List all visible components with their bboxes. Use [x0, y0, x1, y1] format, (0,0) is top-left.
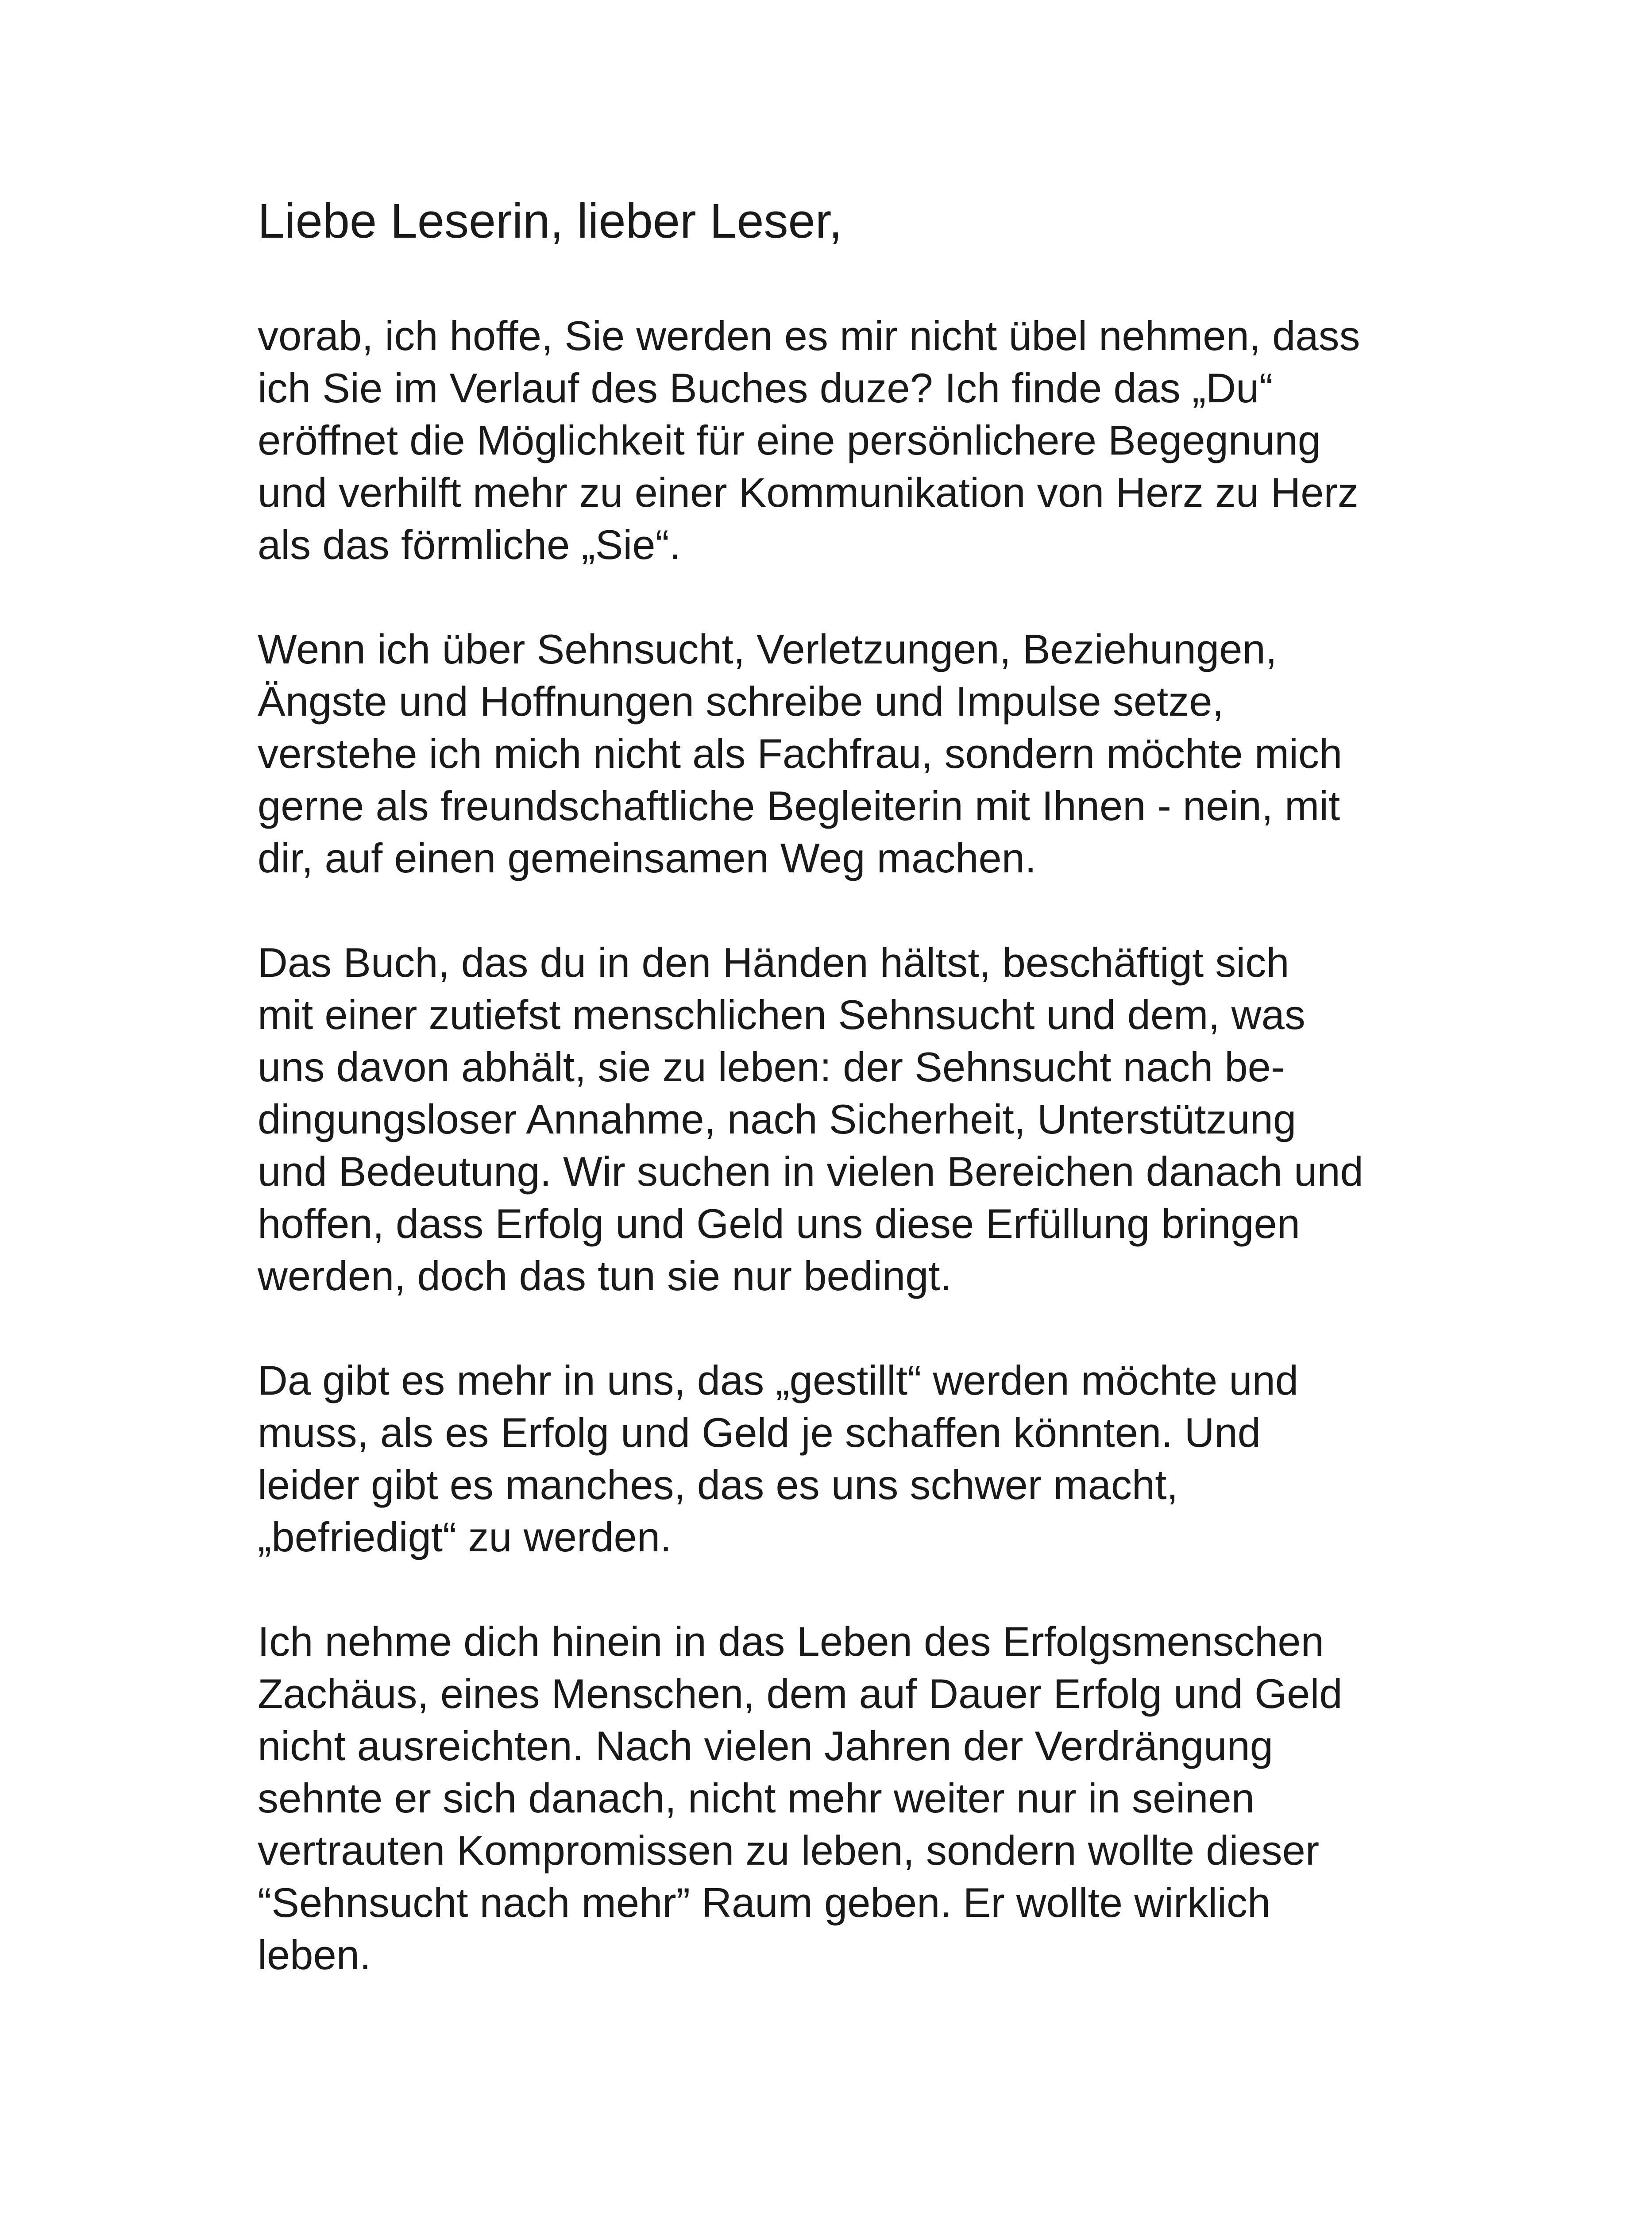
text-line: und verhilft mehr zu einer Kommunikation von Herz zu Herz [258, 469, 1359, 516]
salutation-heading: Liebe Leserin, lieber Leser, [258, 194, 842, 248]
paragraph-5 [258, 1615, 1453, 1981]
text-line: nicht ausreichten. Nach vielen Jahren der Verdrängung [258, 1723, 1274, 1769]
text-line: als das förmliche „Sie“. [258, 521, 681, 568]
text-line: dir, auf einen gemeinsamen Weg machen. [258, 835, 1037, 881]
text-line: Zachäus, eines Menschen, dem auf Dauer Erfolg und Geld [258, 1670, 1343, 1717]
text-line: „befriedigt“ zu werden. [258, 1514, 672, 1560]
paragraph-4 [258, 1354, 1453, 1563]
text-line: Da gibt es mehr in uns, das „gestillt“ werden möchte und [258, 1357, 1299, 1403]
text-line: Ich nehme dich hinein in das Leben des Erfolgsmenschen [258, 1618, 1324, 1665]
text-line: ich Sie im Verlauf des Buches duze? Ich finde das „Du“ [258, 365, 1273, 411]
text-line: hoffen, dass Erfolg und Geld uns diese Erfüllung bringen [258, 1200, 1301, 1247]
text-line: dingungsloser Annahme, nach Sicherheit, Unterstützung [258, 1096, 1297, 1142]
text-line: werden, doch das tun sie nur bedingt. [258, 1253, 952, 1299]
text-line: uns davon abhält, sie zu leben: der Sehnsucht nach be- [258, 1044, 1285, 1090]
text-line: Ängste und Hoffnungen schreibe und Impulse setze, [258, 678, 1224, 725]
paragraph-3 [258, 937, 1453, 1302]
letter-body [258, 190, 1453, 2033]
text-line: Wenn ich über Sehnsucht, Verletzungen, Beziehungen, [258, 626, 1277, 672]
text-line: muss, als es Erfolg und Geld je schaffen könnten. Und [258, 1409, 1261, 1456]
text-line: leider gibt es manches, das es uns schwer macht, [258, 1461, 1178, 1508]
text-line: mit einer zutiefst menschlichen Sehnsucht und dem, was [258, 991, 1305, 1038]
text-line: vorab, ich hoffe, Sie werden es mir nicht übel nehmen, dass [258, 312, 1360, 359]
text-line: gerne als freundschaftliche Begleiterin mit Ihnen - nein, mit [258, 783, 1340, 829]
text-line: leben. [258, 1932, 371, 1978]
paragraph-1 [258, 310, 1453, 571]
text-line: eröffnet die Möglichkeit für eine persönlichere Begegnung [258, 417, 1321, 463]
text-line: und Bedeutung. Wir suchen in vielen Bereichen danach und [258, 1148, 1363, 1195]
text-line: vertrauten Kompromissen zu leben, sondern wollte dieser [258, 1827, 1320, 1874]
text-line: sehnte er sich danach, nicht mehr weiter nur in seinen [258, 1775, 1255, 1821]
text-line: verstehe ich mich nicht als Fachfrau, sondern möchte mich [258, 730, 1343, 777]
text-line: Das Buch, das du in den Händen hältst, beschäftigt sich [258, 939, 1289, 986]
paragraph-2 [258, 623, 1453, 884]
text-line: “Sehnsucht nach mehr” Raum geben. Er wollte wirklich [258, 1879, 1271, 1926]
